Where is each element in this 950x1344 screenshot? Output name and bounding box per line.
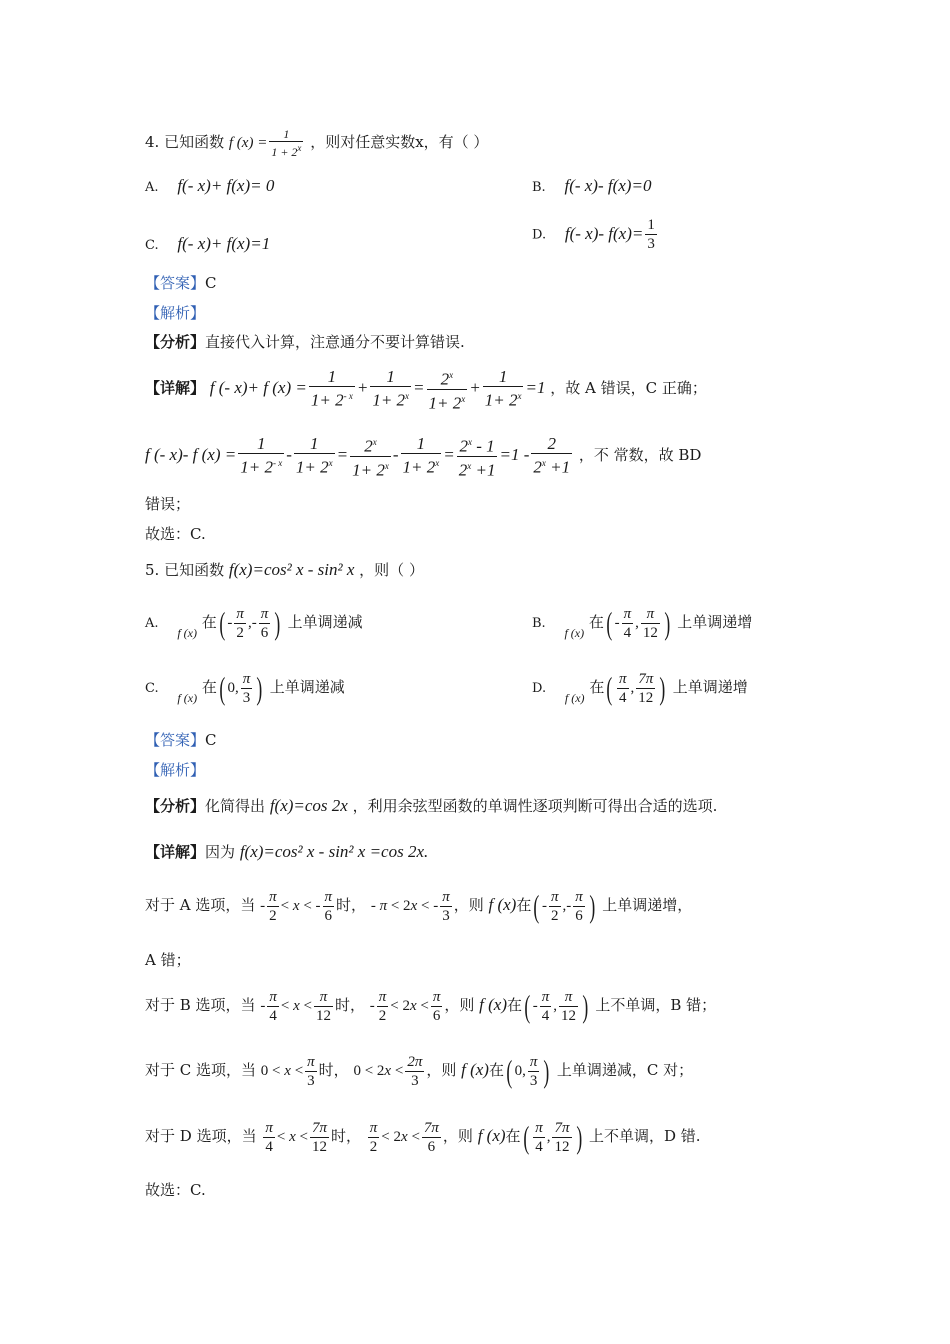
q5-option-c: C. $_{f (x)}$ 在( 0, $\frac{\pi}{3}$ ) 上单调递减 (145, 669, 345, 706)
q5-item-a-math: - $\frac{\pi}{2}$ < x < - $\frac{\pi}{6}$ (260, 889, 333, 924)
q4-detail1-suffix: ，故 A 错误，C 正确； (550, 379, 707, 398)
q5-item-c-pre: 对于 C 选项，当 (145, 1060, 257, 1079)
q4-fenxi-text: 直接代入计算，注意通分不要计算错误. (205, 333, 465, 351)
q5-option-c-fx: f (x) (177, 690, 198, 705)
q5-item-a-tail: 上单调递增， (602, 895, 693, 914)
q4-fenxi (145, 332, 465, 352)
q5-option-c-label: C. (145, 680, 159, 696)
q4-detail-line2 (145, 433, 701, 479)
q4-option-a-expr: f(- x)+ f(x)= 0 (177, 176, 275, 195)
q5-option-a-interval: - $\frac{\pi}{2}$ ,- $\frac{\pi}{6}$ (227, 606, 269, 641)
q5-answer-value: C (205, 731, 217, 749)
q5-item-b-math2: - $\frac{\pi}{2}$ < 2x < $\frac{\pi}{6}$ (369, 989, 441, 1024)
q5-item-d-pre: 对于 D 选项，当 (145, 1126, 257, 1145)
q5-item-d: 对于 D 选项，当 $\frac{\pi}{4}$ < x < $\frac{7\pi}{12}$ 时， $\frac{\pi}{2}$ < 2x < $\frac{7\pi}{6}$ ，则 f (x)在( $\frac{\pi}{4}$ , $\frac{7\pi}{12}$ ) 上不单调，D 错. (145, 1118, 701, 1155)
q4-option-d-expr: f(- x)- f(x)= (564, 223, 644, 243)
q5-option-b-label: B. (532, 615, 546, 631)
q5-item-c-math2: 0 < 2x < $\frac{2\pi}{3}$ (353, 1054, 423, 1089)
q5-item-d-math: $\frac{\pi}{4}$ < x < $\frac{7\pi}{12}$ (265, 1120, 327, 1155)
q5-xiangjie (145, 842, 428, 862)
q5-item-c-math: 0 < x < $\frac{\pi}{3}$ (260, 1054, 315, 1089)
q5-answer (145, 730, 217, 750)
q4-conclusion: 故选：C. (145, 525, 206, 543)
q5-item-b-pre: 对于 B 选项，当 (145, 995, 256, 1014)
q4-answer (145, 273, 217, 293)
q5-item-a: 对于 A 选项，当 - $\frac{\pi}{2}$ < x < - $\frac{\pi}{6}$ 时， - π < 2x < - $\frac{\pi}{3}$ ，则 f (x)在( - $\frac{\pi}{2}$ ,- $\frac{\pi}{6}$ ) 上单调递增， (145, 887, 693, 924)
q4-answer-value: C (205, 274, 217, 292)
q5-option-a-mid: 在 (201, 612, 217, 631)
q4-option-d (532, 216, 659, 253)
q5-option-b-mid: 在 (588, 612, 604, 631)
q5-item-b-math: - $\frac{\pi}{4}$ < x < $\frac{\pi}{12}$ (260, 989, 331, 1024)
q5-item-c-tail: 上单调递减，C 对； (556, 1060, 694, 1079)
q5-option-a: A. $_{f (x)}$ 在( - $\frac{\pi}{2}$ ,- $\frac{\pi}{6}$ ) 上单调递减 (145, 604, 363, 641)
q5-fenxi-expr: f(x)=cos 2x (269, 796, 348, 815)
q4-answer-tag: 【答案】 (145, 274, 206, 292)
q4-stem (145, 128, 488, 159)
q4-detail2-cont: 错误； (145, 495, 191, 513)
q5-item-d-math2: $\frac{\pi}{2}$ < 2x < $\frac{7\pi}{6}$ (369, 1120, 439, 1155)
q5-option-a-label: A. (145, 615, 159, 631)
q5-item-d-tail: 上不单调，D 错. (588, 1126, 701, 1145)
q5-item-c: 对于 C 选项，当 0 < x < $\frac{\pi}{3}$ 时， 0 < 2x < $\frac{2\pi}{3}$ ，则 f (x)在( 0, $\frac{\pi}{3}$ ) 上单调递减，C 对； (145, 1052, 694, 1089)
q5-option-a-tail: 上单调递减 (287, 612, 363, 631)
q5-option-d-interval: $\frac{\pi}{4}$ , $\frac{7\pi}{12}$ (618, 671, 654, 706)
q5-fenxi (145, 796, 717, 816)
q4-option-d-frac: $\frac{1}{3}$ (647, 217, 655, 252)
q4-option-c-label: C. (145, 238, 159, 253)
q4-option-c (145, 234, 270, 256)
q5-item-a-math2: - π < 2x < - $\frac{\pi}{3}$ (370, 889, 450, 924)
q4-option-a-label: A. (145, 180, 159, 195)
q4-option-a (145, 176, 274, 198)
q4-detail2-math: f (- x)- f (x) = $\frac{1}{1+ 2^{- x}}$ - $\frac{1}{1+ 2^x}$ = $\frac{2^x}{1+ 2^x}$ - $\frac{1}{1+ 2^x}$ = $\frac{2^x - 1}{2^x +1}$ =1 - $\frac{2}{2^x +1}$ (145, 434, 571, 480)
q4-function-def: f (x) = $\frac{1}{1 + 2^x}$ (228, 127, 302, 159)
q5-xiangjie-expr: f(x)=cos² x - sin² x =cos 2x. (239, 842, 429, 861)
q5-option-d: D. $_{f (x)}$ 在( $\frac{\pi}{4}$ , $\frac{7\pi}{12}$ ) 上单调递增 (532, 669, 748, 706)
q5-conclusion: 故选：C. (145, 1181, 206, 1199)
q5-option-c-tail: 上单调递减 (269, 677, 345, 696)
q5-item-a-cont: A 错； (145, 951, 191, 969)
q5-option-b-fx: f (x) (564, 625, 585, 640)
q5-stem (145, 560, 424, 580)
q5-option-d-label: D. (532, 680, 547, 696)
q4-xiangjie-tag: 【详解】 (145, 379, 206, 398)
q4-option-d-label: D. (532, 227, 547, 243)
q4-detail2-suffix: ，不 常数，故 BD (578, 446, 702, 465)
q5-fenxi-post: ，利用余弦型函数的单调性逐项判断可得出合适的选项. (352, 797, 718, 815)
q5-analysis-tag: 【解析】 (145, 761, 206, 779)
q5-xiangjie-pre: 因为 (205, 843, 236, 861)
q5-answer-tag: 【答案】 (145, 731, 206, 749)
q5-item-a-pre: 对于 A 选项，当 (145, 895, 256, 914)
q4-analysis-tag: 【解析】 (145, 304, 206, 322)
q4-option-c-expr: f(- x)+ f(x)=1 (177, 234, 271, 253)
q4-fenxi-tag: 【分析】 (145, 333, 206, 351)
q5-option-d-mid: 在 (589, 677, 605, 696)
q5-option-c-interval: 0, $\frac{\pi}{3}$ (227, 671, 251, 706)
q4-option-b-expr: f(- x)- f(x)=0 (564, 176, 652, 195)
q4-detail-line1 (145, 366, 707, 412)
q5-stem-suffix: ，则（ ） (359, 561, 424, 579)
q5-fenxi-tag: 【分析】 (145, 797, 206, 815)
q4-option-b-label: B. (532, 180, 546, 195)
q5-xiangjie-tag: 【详解】 (145, 843, 206, 861)
q5-option-c-mid: 在 (201, 677, 217, 696)
q5-item-b: 对于 B 选项，当 - $\frac{\pi}{4}$ < x < $\frac{\pi}{12}$ 时， - $\frac{\pi}{2}$ < 2x < $\frac{\pi}{6}$ ，则 f (x)在( - $\frac{\pi}{4}$ , $\frac{\pi}{12}$ ) 上不单调，B 错； (145, 987, 717, 1024)
q4-stem-suffix: ，则对任意实数x，有（ ） (310, 132, 489, 151)
q4-stem-prefix: 4. 已知函数 (145, 132, 225, 151)
q4-option-b (532, 176, 651, 198)
q5-option-b-tail: 上单调递增 (677, 612, 753, 631)
q5-option-a-fx: f (x) (177, 625, 197, 640)
q5-option-d-fx: f (x) (564, 690, 585, 705)
q5-stem-prefix: 5. 已知函数 (145, 561, 225, 579)
q5-item-b-tail: 上不单调，B 错； (595, 995, 717, 1014)
q5-option-d-tail: 上单调递增 (672, 677, 748, 696)
q5-stem-expr: f(x)=cos² x - sin² x (228, 560, 355, 579)
q5-option-b-interval: - $\frac{\pi}{4}$ , $\frac{\pi}{12}$ (614, 606, 658, 641)
q4-detail1-math: f (- x)+ f (x) = $\frac{1}{1+ 2^{- x}}$ + $\frac{1}{1+ 2^x}$ = $\frac{2^x}{1+ 2^x}$ + $\frac{1}{1+ 2^x}$ =1 (209, 367, 546, 413)
q5-option-b: B. $_{f (x)}$ 在( - $\frac{\pi}{4}$ , $\frac{\pi}{12}$ ) 上单调递增 (532, 604, 753, 641)
q5-fenxi-pre: 化简得出 (205, 797, 266, 815)
